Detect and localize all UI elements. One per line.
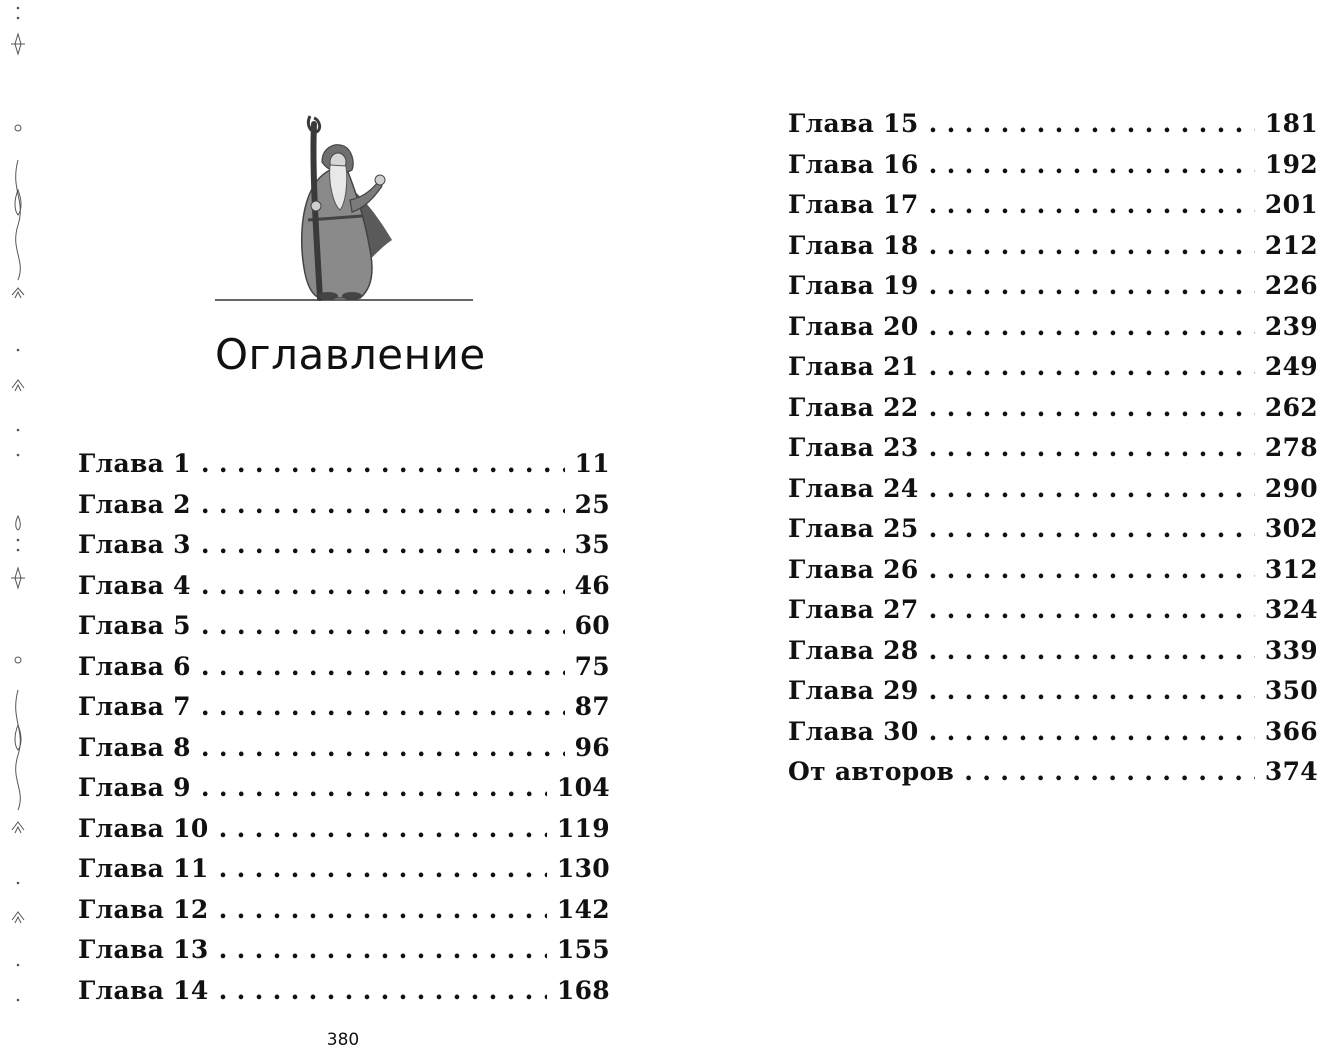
- toc-entry-label: Глава 1: [78, 449, 191, 478]
- toc-entry-page: 142: [556, 894, 610, 924]
- toc-entry-label: Глава 28: [788, 635, 919, 665]
- toc-entry[interactable]: [788, 347, 1318, 388]
- toc-entry-page: 339: [1264, 635, 1318, 665]
- toc-entry-label: Глава 13: [78, 935, 209, 964]
- toc-entry-page: 60: [574, 611, 610, 640]
- toc-entry-page: 25: [574, 489, 610, 519]
- toc-entry-label: Глава 15: [788, 109, 919, 138]
- toc-entry-label: Глава 21: [788, 352, 919, 381]
- toc-title: Оглавление: [215, 330, 486, 379]
- toc-entry[interactable]: [78, 444, 610, 485]
- toc-leader-dots: [219, 971, 547, 1012]
- toc-entry-label: Глава 12: [78, 894, 209, 924]
- toc-entry[interactable]: [78, 930, 610, 971]
- toc-leader-dots: [219, 890, 547, 931]
- toc-entry[interactable]: [788, 185, 1318, 226]
- toc-entry[interactable]: [788, 226, 1318, 267]
- toc-entry-label: Глава 14: [78, 975, 209, 1005]
- toc-entry[interactable]: [788, 550, 1318, 591]
- toc-entry[interactable]: [78, 768, 610, 809]
- toc-entry-label: Глава 26: [788, 554, 919, 584]
- toc-entry-page: 96: [574, 732, 610, 762]
- toc-leader-dots: [929, 104, 1255, 145]
- toc-entry[interactable]: [78, 890, 610, 931]
- wizard-illustration: [210, 110, 480, 310]
- toc-entry[interactable]: [78, 647, 610, 688]
- toc-entry-page: 119: [556, 813, 610, 843]
- toc-leader-dots: [201, 444, 565, 485]
- toc-entry-page: 181: [1264, 109, 1318, 138]
- toc-leader-dots: [929, 428, 1255, 469]
- toc-leader-dots: [929, 590, 1255, 631]
- toc-entry-label: Глава 17: [788, 190, 919, 219]
- toc-entry-page: 11: [574, 449, 610, 478]
- toc-entry-page: 130: [556, 854, 610, 883]
- toc-entry-page: 312: [1264, 554, 1318, 584]
- toc-leader-dots: [929, 145, 1255, 186]
- toc-entry-page: 374: [1264, 757, 1318, 786]
- toc-entry-label: Глава 25: [788, 514, 919, 543]
- toc-entry-label: Глава 3: [78, 530, 191, 559]
- decorative-border-ornament: [0, 0, 40, 1064]
- toc-entry-label: Глава 4: [78, 570, 191, 600]
- toc-entry-page: 155: [556, 935, 610, 964]
- toc-left-column: [78, 444, 610, 1011]
- wizard-hand: [375, 175, 385, 185]
- toc-entry[interactable]: [78, 525, 610, 566]
- toc-entry-label: Глава 11: [78, 854, 209, 883]
- toc-leader-dots: [201, 728, 565, 769]
- toc-entry-label: Глава 22: [788, 392, 919, 422]
- toc-entry-page: 87: [574, 692, 610, 721]
- toc-leader-dots: [929, 671, 1255, 712]
- toc-leader-dots: [929, 469, 1255, 510]
- toc-entry-label: Глава 2: [78, 489, 191, 519]
- toc-leader-dots: [929, 509, 1255, 550]
- toc-entry[interactable]: [788, 671, 1318, 712]
- toc-entry-page: 75: [574, 651, 610, 681]
- toc-entry[interactable]: [788, 266, 1318, 307]
- toc-entry[interactable]: [788, 469, 1318, 510]
- toc-leader-dots: [201, 687, 565, 728]
- toc-entry[interactable]: [78, 971, 610, 1012]
- toc-entry-label: Глава 5: [78, 611, 191, 640]
- toc-leader-dots: [219, 809, 547, 850]
- toc-leader-dots: [201, 485, 565, 526]
- toc-entry[interactable]: [788, 428, 1318, 469]
- toc-entry[interactable]: [78, 485, 610, 526]
- toc-entry-label: Глава 20: [788, 311, 919, 341]
- toc-entry[interactable]: [788, 509, 1318, 550]
- toc-entry[interactable]: [788, 104, 1318, 145]
- toc-entry[interactable]: [78, 728, 610, 769]
- toc-entry[interactable]: [78, 606, 610, 647]
- toc-entry-label: Глава 10: [78, 813, 209, 843]
- toc-entry-page: 201: [1264, 190, 1318, 219]
- toc-entry-page: 249: [1264, 352, 1318, 381]
- toc-entry-label: Глава 29: [788, 676, 919, 705]
- toc-entry[interactable]: [788, 307, 1318, 348]
- toc-entry[interactable]: [78, 566, 610, 607]
- toc-entry[interactable]: [78, 849, 610, 890]
- toc-entry-page: 302: [1264, 514, 1318, 543]
- toc-entry-label: Глава 16: [788, 149, 919, 179]
- toc-entry-page: 192: [1264, 149, 1318, 179]
- toc-leader-dots: [929, 307, 1255, 348]
- toc-entry-page: 46: [574, 570, 610, 600]
- toc-entry-label: От авторов: [788, 757, 955, 786]
- toc-leader-dots: [929, 266, 1255, 307]
- toc-leader-dots: [929, 388, 1255, 429]
- toc-leader-dots: [219, 930, 547, 971]
- toc-entry-label: Глава 23: [788, 433, 919, 462]
- toc-leader-dots: [964, 752, 1255, 793]
- toc-leader-dots: [929, 347, 1255, 388]
- toc-entry-label: Глава 9: [78, 773, 191, 802]
- toc-entry-page: 290: [1264, 473, 1318, 503]
- toc-entry[interactable]: [78, 687, 610, 728]
- toc-entry-page: 226: [1264, 271, 1318, 300]
- toc-leader-dots: [929, 631, 1255, 672]
- toc-entry-label: Глава 19: [788, 271, 919, 300]
- toc-entry[interactable]: [788, 712, 1318, 753]
- toc-entry[interactable]: [788, 590, 1318, 631]
- toc-entry-page: 35: [574, 530, 610, 559]
- toc-entry-page: 324: [1264, 595, 1318, 624]
- toc-entry[interactable]: [78, 809, 610, 850]
- toc-leader-dots: [201, 525, 565, 566]
- toc-entry[interactable]: [788, 388, 1318, 429]
- toc-entry-label: Глава 27: [788, 595, 919, 624]
- page-number: 380: [326, 1030, 360, 1050]
- toc-entry-label: Глава 6: [78, 651, 191, 681]
- toc-leader-dots: [201, 768, 547, 809]
- toc-entry-label: Глава 18: [788, 230, 919, 260]
- toc-entry-page: 278: [1264, 433, 1318, 462]
- toc-entry-label: Глава 30: [788, 716, 919, 746]
- toc-entry-label: Глава 24: [788, 473, 919, 503]
- toc-leader-dots: [929, 550, 1255, 591]
- toc-entry-page: 350: [1264, 676, 1318, 705]
- toc-entry-page: 212: [1264, 230, 1318, 260]
- toc-entry-page: 168: [556, 975, 610, 1005]
- toc-entry-authors[interactable]: [788, 752, 1318, 793]
- toc-leader-dots: [201, 647, 565, 688]
- toc-leader-dots: [929, 185, 1255, 226]
- toc-right-column: [788, 104, 1318, 793]
- toc-entry-page: 366: [1264, 716, 1318, 746]
- toc-entry[interactable]: [788, 631, 1318, 672]
- toc-entry-label: Глава 7: [78, 692, 191, 721]
- toc-entry-page: 104: [556, 773, 610, 802]
- toc-entry-page: 239: [1264, 311, 1318, 341]
- toc-entry-label: Глава 8: [78, 732, 191, 762]
- toc-leader-dots: [201, 606, 565, 647]
- toc-leader-dots: [201, 566, 565, 607]
- toc-leader-dots: [219, 849, 547, 890]
- toc-entry-page: 262: [1264, 392, 1318, 422]
- toc-entry[interactable]: [788, 145, 1318, 186]
- toc-leader-dots: [929, 226, 1255, 267]
- toc-leader-dots: [929, 712, 1255, 753]
